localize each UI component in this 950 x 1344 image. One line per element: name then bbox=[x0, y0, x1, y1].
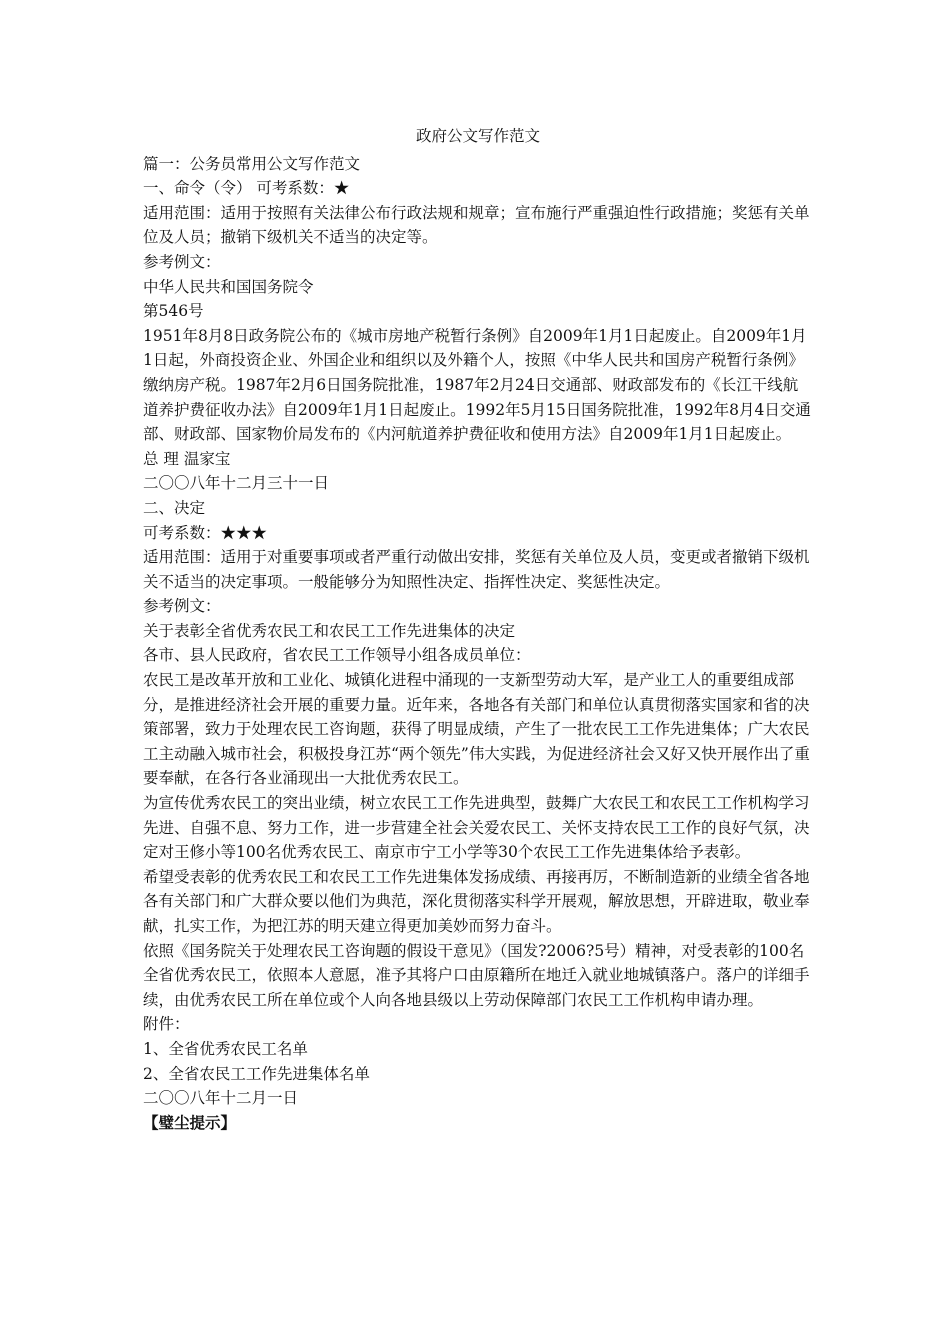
command-scope: 适用范围：适用于按照有关法律公布行政法规和规章；宣布施行严重强迫性行政措施；奖惩有关单位及人员；撤销下级机关不适当的决定等。 bbox=[143, 203, 810, 247]
attachment-item-2: 2、全省农民工工作先进集体名单 bbox=[143, 1064, 370, 1083]
reference-heading-2: 参考例文： bbox=[143, 597, 221, 616]
section-heading-1: 篇一：公务员常用公文写作范文 bbox=[143, 154, 361, 173]
notice-label: 【璧尘提示】 bbox=[143, 1112, 237, 1132]
decision-rating: 可考系数：★★★ bbox=[143, 523, 268, 542]
decision-heading: 二、决定 bbox=[143, 498, 206, 517]
decision-body-paragraph-2: 为宣传优秀农民工的突出业绩，树立农民工工作先进典型，鼓舞广大农民工和农民工工作机构学习先进、自强不息、努力工作，进一步营建全社会关爱农民工、关怀支持农民工工作的良好气氛，决定对王修小等100名优秀农民工、南京市宁工小学等30个农民工工作先进集体给予表彰。 bbox=[143, 794, 810, 862]
order-body: 1951年8月8日政务院公布的《城市房地产税暂行条例》自2009年1月1日起废止。自2009年1月1日起，外商投资企业、外国企业和组织以及外籍个人，按照《中华人民共和国房产税暂行条例》缴纳房产税。1987年2月6日国务院批准，1987年2月24日交通部、财政部发布的《长江干线航道养护费征收办法》自2009年1月1日起废止。1992年5月15日国务院批准，1992年8月4日交通部、财政部、国家物价局发布的《内河航道养护费征收和使用方法》自2009年1月1日起废止。 bbox=[143, 326, 811, 444]
document-content bbox=[143, 124, 813, 1135]
decision-body-paragraph-3: 希望受表彰的优秀农民工和农民工工作先进集体发扬成绩、再接再厉，不断制造新的业绩全省各地各有关部门和广大群众要以他们为典范，深化贯彻落实科学开展观，解放思想，开辟进取，敬业奉献，扎实工作，为把江苏的明天建立得更加美妙而努力奋斗。 bbox=[143, 867, 810, 935]
command-heading: 一、命令（令） 可考系数：★ bbox=[143, 179, 350, 198]
attachment-item-1: 1、全省优秀农民工名单 bbox=[143, 1039, 308, 1058]
document-title: 政府公文写作范文 bbox=[415, 127, 540, 145]
order-number: 第546号 bbox=[143, 302, 204, 321]
decision-recipients: 各市、县人民政府，省农民工工作领导小组各成员单位： bbox=[143, 646, 531, 665]
state-council-order-title: 中华人民共和国国务院令 bbox=[143, 277, 314, 296]
decision-date: 二〇〇八年十二月一日 bbox=[143, 1089, 299, 1108]
decision-scope: 适用范围：适用于对重要事项或者严重行动做出安排，奖惩有关单位及人员，变更或者撤销下级机关不适当的决定事项。一般能够分为知照性决定、指挥性决定、奖惩性决定。 bbox=[143, 548, 810, 591]
decision-body-paragraph-1: 农民工是改革开放和工业化、城镇化进程中涌现的一支新型劳动大军，是产业工人的重要组成部分，是推进经济社会开展的重要力量。近年来，各地各有关部门和单位认真贯彻落实国家和省的决策部署，致力于处理农民工咨询题，获得了明显成绩，产生了一批农民工工作先进集体；广大农民工主动融入城市社会，积极投身江苏“两个领先”伟大实践，为促进经济社会又好又快开展作出了重要奉献，在各行各业涌现出一大批优秀农民工。 bbox=[143, 671, 810, 788]
premier-signature: 总 理 温家宝 bbox=[143, 449, 231, 468]
decision-title: 关于表彰全省优秀农民工和农民工工作先进集体的决定 bbox=[143, 621, 516, 640]
reference-heading-1: 参考例文： bbox=[143, 252, 221, 271]
order-date: 二〇〇八年十二月三十一日 bbox=[143, 474, 330, 493]
attachments-heading: 附件： bbox=[143, 1015, 190, 1034]
decision-body-paragraph-4: 依照《国务院关于处理农民工咨询题的假设干意见》（国发?2006?5号）精神，对受表彰的100名全省优秀农民工，依照本人意愿，准予其将户口由原籍所在地迁入就业地城镇落户。落户的详细手续，由优秀农民工所在单位或个人向各地县级以上劳动保障部门农民工工作机构申请办理。 bbox=[143, 941, 810, 1009]
